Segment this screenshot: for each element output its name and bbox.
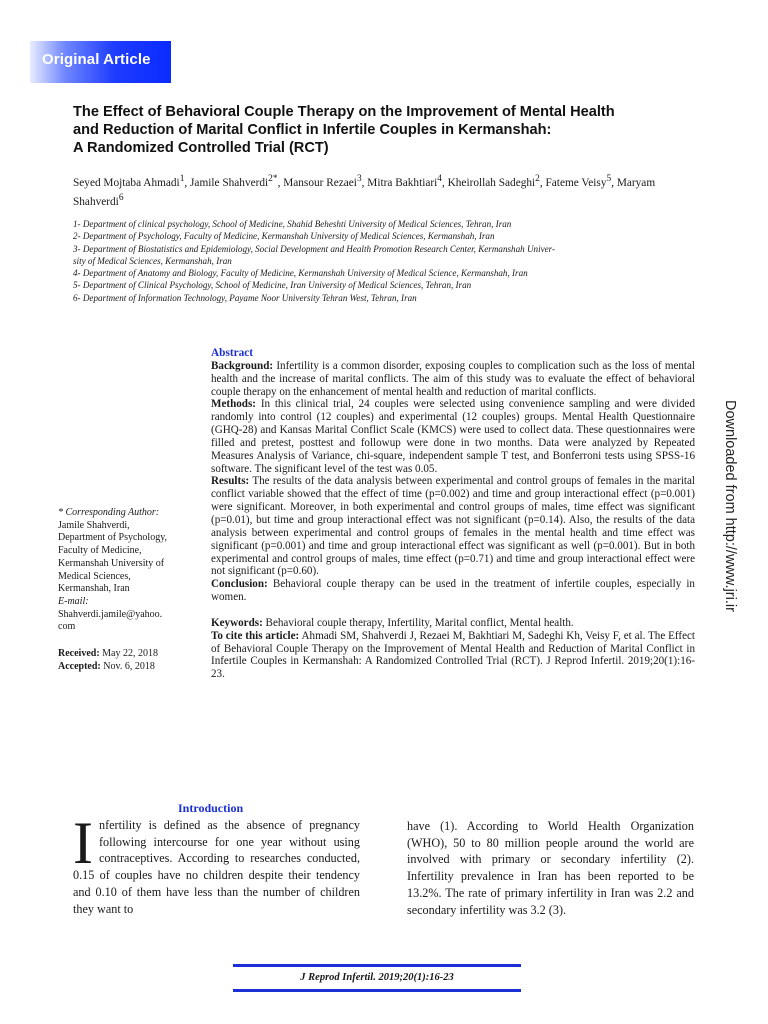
email-label: E-mail: <box>58 595 89 607</box>
affiliation: 5- Department of Clinical Psychology, School of Medicine, Iran University of Medical Sciences, Tehran, Iran <box>73 280 472 291</box>
article-title <box>73 103 713 157</box>
affiliation: 4- Department of Anatomy and Biology, Faculty of Medicine, Kermanshah University of Medical Science, Kermanshah, Iran <box>73 268 528 279</box>
email-address: Shahverdi.jamile@yahoo. <box>58 608 163 620</box>
footer-rule-top <box>233 964 521 967</box>
abstract-results: Results: The results of the data analysis between experimental and control groups of females in the marital conflict variable showed that the effect of time (p=0.002) and time and group interactional effect (p=0.001) were significant. Moreover, in both experimental and control groups of males, time effect was significant (p=0.01), but time and group interactional effect was not significant (p=0.14). Also, the results of the data analysis between experimental and control groups of females in the mental health and time effect was significant (p=0.001) and time and group interactional effect was significant as well (p=0.001). But in both experimental and control groups of males, time effect (p=0.71) and time and group interactional effect were not significant (p=0.60). <box>211 475 695 578</box>
author: , Kheirollah Sadeghi <box>441 176 536 189</box>
intro-column-2: have (1). According to World Health Organization (WHO), 50 to 80 million people around the world are involved with primary or secondary infertility (2). Infertility prevalence in Iran has been reported to be 13.2%. The rate of primary infertility in Iran was 2.2 and secondary infertility was 3.2 (3). <box>407 819 694 917</box>
affiliation: 3- Department of Biostatistics and Epidemiology, Social Development and Health Promotion Research Center, Kermanshah Univer- <box>73 243 556 254</box>
author: Seyed Mojtaba Ahmadi <box>73 176 180 189</box>
author-list: Seyed Mojtaba Ahmadi$^1$, Jamile Shahverdi$^{2*}$, Mansour Rezaei$^3$, Mitra Bakhtiari$^4$, Kheirollah Sadeghi$^2$, Fateme Veisy$^5$, Maryam Shahverdi$^6$ <box>73 174 656 209</box>
affiliation: 2- Department of Psychology, Faculty of Medicine, Kermanshah University of Medical Sciences, Kermanshah, Iran <box>73 231 495 242</box>
corresponding-author: * Corresponding Author: Jamile Shahverdi, Department of Psychology, Faculty of Medicine, Kermanshah University of Medical Sciences, Kermanshah, Iran E-mail: Shahverdi.jamile@yahoo. com Received: May 22, 2018 Accepted: Nov. 6, 2018 <box>58 507 198 673</box>
article-type-label: Original Article <box>42 51 151 68</box>
received-date: Received: May 22, 2018 <box>58 648 158 660</box>
abstract-heading: Abstract <box>211 347 254 359</box>
intro-column-1: Infertility is defined as the absence of pregnancy following intercourse for one year without using contraceptives. According to researches conducted, 0.15 of couples have no children despite their tendency and 0.10 of them have less than the number of children they want to <box>73 810 360 916</box>
abstract <box>211 347 695 681</box>
author: , Fateme Veisy <box>539 176 607 189</box>
citation: To cite this article: Ahmadi SM, Shahverdi J, Rezaei M, Bakhtiari M, Sadeghi Kh, Veisy F, et al. The Effect of Behavioral Couple Therapy on the Improvement of Mental Health and Reduction of Marital Conflict in Infertile Couples in Kermanshah: A Randomized Controlled Trial (RCT). J Reprod Infertil. 2019;20(1):16-23. <box>211 629 695 681</box>
corresponding-name: Jamile Shahverdi, <box>58 519 130 531</box>
keywords: Keywords: Behavioral couple therapy, Infertility, Marital conflict, Mental health. <box>211 616 574 629</box>
abstract-conclusion: Conclusion: Behavioral couple therapy can be used in the treatment of infertile couples, especially in women. <box>211 578 695 604</box>
download-watermark: Downloaded from http://www.jri.ir <box>722 400 738 612</box>
author: , Mansour Rezaei <box>277 176 357 189</box>
author: , Maryam Shahverdi <box>73 176 656 209</box>
corresponding-label: * Corresponding Author: <box>58 507 160 518</box>
drop-cap: I <box>73 810 93 876</box>
affiliation: 6- Department of Information Technology, Payame Noor University Tehran West, Tehran, Iran <box>73 292 417 303</box>
affiliation: 1- Department of clinical psychology, School of Medicine, Shahid Beheshti University of Medical Sciences, Tehran, Iran <box>73 219 512 229</box>
journal-footer: J Reprod Infertil. 2019;20(1):16-23 <box>300 972 454 983</box>
article-type-banner <box>30 41 171 83</box>
title-line-3: A Randomized Controlled Trial (RCT) <box>73 140 329 156</box>
accepted-date: Accepted: Nov. 6, 2018 <box>58 660 155 672</box>
footer-rule-bottom <box>233 989 521 992</box>
author: , Mitra Bakhtiari <box>361 176 438 189</box>
affiliation: sity of Medical Sciences, Kermanshah, Iran <box>73 255 232 266</box>
introduction-heading: Introduction <box>178 801 244 815</box>
abstract-methods: Methods: In this clinical trial, 24 couples were selected using convenience sampling and were divided randomly into control (12 couples) and experimental (12 couples) groups. Mental Health Questionnaire (GHQ-28) and Kansas Marital Conflict Scale (KMCS) were used to collect data. These questionnaires were filled and pretest, posttest and followup were done in two months. Data were analyzed by Repeated Measures Analysis of Variance, chi-square, independent sample T test, and Bonferroni tests using SPSS-16 software. The significant level of the test was 0.05. <box>211 398 696 475</box>
title-line-2: and Reduction of Marital Conflict in Infertile Couples in Kermanshah: <box>73 122 552 138</box>
affiliations <box>73 218 703 304</box>
abstract-background: Background: Infertility is a common disorder, exposing couples to complication such as the loss of mental health and the increase of marital conflicts. The aim of this study was to evaluate the effect of behavioral couple therapy on the enhancement of mental health and reduction of marital conflicts. <box>211 359 696 398</box>
title-line-1: The Effect of Behavioral Couple Therapy on the Improvement of Mental Health <box>73 104 615 120</box>
author: , Jamile Shahverdi <box>184 176 269 189</box>
